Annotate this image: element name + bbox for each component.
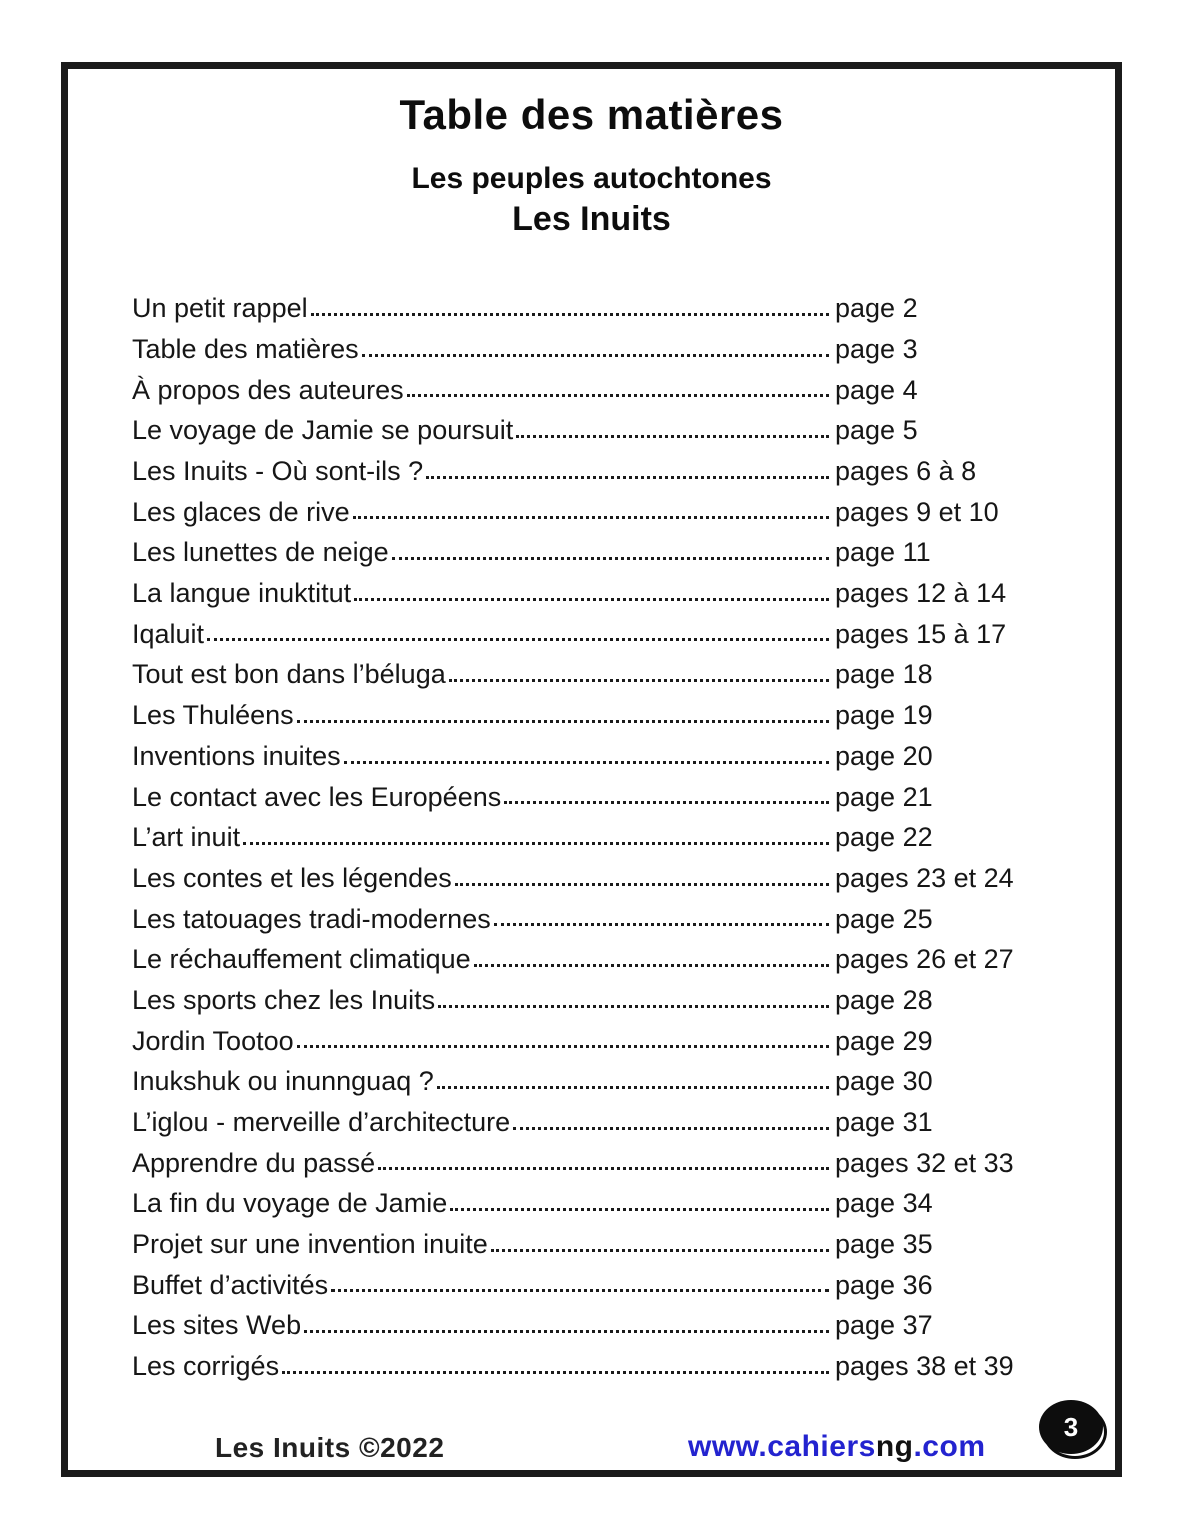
dot-leader: [504, 801, 829, 804]
dot-leader: [516, 435, 829, 438]
toc-entry: [132, 1341, 1035, 1382]
page-subtitle-topic: Les Inuits: [512, 199, 671, 238]
toc-entry-page: pages 15 à 17: [835, 618, 1007, 649]
dot-leader: [297, 1045, 829, 1048]
toc-entry: [132, 1300, 1035, 1341]
toc-entry-page: pages 32 et 33: [835, 1147, 1014, 1178]
toc-entry-title: Apprendre du passé: [132, 1147, 376, 1178]
toc-entry: [132, 812, 1035, 853]
page-content: [68, 69, 1115, 1470]
toc-entry-page: pages 38 et 39: [835, 1351, 1014, 1382]
dot-leader: [207, 638, 829, 641]
dot-leader: [438, 1005, 829, 1008]
dot-leader: [437, 1086, 829, 1089]
toc-entry-title: Les tatouages tradi-modernes: [132, 903, 491, 934]
toc-entry-title: Les corrigés: [132, 1351, 280, 1382]
toc-entry-title: Un petit rappel: [132, 293, 308, 324]
dot-leader: [426, 476, 829, 479]
toc-entry: [132, 568, 1035, 609]
toc-entry: [132, 1016, 1035, 1057]
toc-entry-title: La fin du voyage de Jamie: [132, 1188, 448, 1219]
page-number: 3: [1039, 1400, 1103, 1454]
toc-entry-page: pages 23 et 24: [835, 862, 1014, 893]
toc-entry: [132, 1260, 1035, 1301]
toc-entry: [132, 405, 1035, 446]
toc-entry: [132, 690, 1035, 731]
toc-entry-page: page 37: [835, 1310, 933, 1341]
toc-entry-title: Les sites Web: [132, 1310, 302, 1341]
toc-entry-page: page 29: [835, 1025, 933, 1056]
toc-entry-page: page 21: [835, 781, 933, 812]
toc-entry: [132, 527, 1035, 568]
page-number-badge: [1039, 1400, 1107, 1458]
toc-entry-title: Le réchauffement climatique: [132, 944, 471, 975]
dot-leader: [407, 394, 829, 397]
toc-entry-page: page 20: [835, 740, 933, 771]
dot-leader: [494, 923, 829, 926]
toc-entry-page: page 19: [835, 700, 933, 731]
dot-leader: [304, 1330, 829, 1333]
toc-entry-page: page 3: [835, 333, 918, 364]
page-border-frame: [61, 62, 1122, 1477]
toc-entry-page: page 5: [835, 415, 918, 446]
dot-leader: [311, 313, 829, 316]
toc-entry-page: page 22: [835, 822, 933, 853]
toc-entry-title: Buffet d’activités: [132, 1269, 329, 1300]
toc-entry-page: pages 6 à 8: [835, 456, 977, 487]
toc-entry: [132, 487, 1035, 528]
footer-url-segment: ng: [875, 1430, 914, 1463]
toc-entry-title: Tout est bon dans l’béluga: [132, 659, 446, 690]
toc-entry-title: À propos des auteures: [132, 374, 404, 405]
toc-entry-title: Les lunettes de neige: [132, 537, 389, 568]
toc-entry-title: Les Inuits - Où sont-ils ?: [132, 456, 424, 487]
toc-entry-page: page 31: [835, 1107, 933, 1138]
toc-entry-title: Les sports chez les Inuits: [132, 984, 436, 1015]
toc-entry-title: Inventions inuites: [132, 740, 341, 771]
toc-entry: [132, 853, 1035, 894]
dot-leader: [282, 1371, 829, 1374]
dot-leader: [392, 557, 829, 560]
toc-entry-title: L’art inuit: [132, 822, 241, 853]
toc-entry-page: pages 12 à 14: [835, 578, 1007, 609]
toc-entry: [132, 446, 1035, 487]
toc-entry: [132, 772, 1035, 813]
dot-leader: [449, 679, 829, 682]
toc-entry-title: Le contact avec les Européens: [132, 781, 502, 812]
footer-url-segment: .com: [913, 1430, 986, 1463]
toc-entry: [132, 324, 1035, 365]
toc-entry: [132, 365, 1035, 406]
toc-entry-title: L’iglou - merveille d’architecture: [132, 1107, 511, 1138]
toc-entry-title: Le voyage de Jamie se poursuit: [132, 415, 514, 446]
toc-entry-page: page 35: [835, 1229, 933, 1260]
footer-copyright: Les Inuits ©2022: [215, 1432, 445, 1463]
toc-entry-title: Les contes et les légendes: [132, 862, 452, 893]
toc-entry-page: page 34: [835, 1188, 933, 1219]
toc-entry: [132, 1097, 1035, 1138]
toc-entry-title: Les glaces de rive: [132, 496, 350, 527]
page-title: Table des matières: [399, 91, 784, 138]
dot-leader: [474, 964, 829, 967]
toc-entry: [132, 609, 1035, 650]
toc-entry-page: pages 9 et 10: [835, 496, 999, 527]
toc-entry: [132, 1138, 1035, 1179]
dot-leader: [378, 1167, 829, 1170]
toc-entry-title: Inukshuk ou inunnguaq ?: [132, 1066, 434, 1097]
toc-entry: [132, 975, 1035, 1016]
table-of-contents: [68, 283, 1115, 1382]
dot-leader: [491, 1249, 829, 1252]
toc-entry: [132, 1056, 1035, 1097]
dot-leader: [297, 720, 829, 723]
page-subtitle: Les peuples autochtones: [411, 162, 772, 196]
toc-entry: [132, 1178, 1035, 1219]
toc-entry-page: page 25: [835, 903, 933, 934]
toc-entry-page: page 11: [835, 537, 931, 568]
toc-entry: [132, 934, 1035, 975]
dot-leader: [331, 1289, 829, 1292]
toc-entry-title: Jordin Tootoo: [132, 1025, 294, 1056]
toc-entry: [132, 1219, 1035, 1260]
toc-entry-page: page 36: [835, 1269, 933, 1300]
toc-entry-title: Table des matières: [132, 333, 359, 364]
dot-leader: [243, 842, 829, 845]
toc-entry-page: pages 26 et 27: [835, 944, 1014, 975]
toc-entry: [132, 283, 1035, 324]
title-block: [68, 69, 1115, 237]
toc-entry: [132, 649, 1035, 690]
footer-website-url: [688, 1430, 986, 1464]
dot-leader: [353, 516, 829, 519]
toc-entry-page: page 18: [835, 659, 933, 690]
toc-entry-title: La langue inuktitut: [132, 578, 352, 609]
toc-entry-title: Iqaluit: [132, 618, 205, 649]
toc-entry: [132, 731, 1035, 772]
dot-leader: [354, 598, 829, 601]
dot-leader: [344, 761, 829, 764]
toc-entry-page: page 28: [835, 984, 933, 1015]
dot-leader: [362, 354, 829, 357]
toc-entry-page: page 2: [835, 293, 918, 324]
page-footer: [68, 1411, 1115, 1466]
dot-leader: [455, 883, 829, 886]
toc-entry-title: Les Thuléens: [132, 700, 294, 731]
footer-url-segment: www.cahiers: [688, 1430, 876, 1463]
toc-entry-page: page 30: [835, 1066, 933, 1097]
toc-entry-title: Projet sur une invention inuite: [132, 1229, 488, 1260]
toc-entry: [132, 894, 1035, 935]
toc-entry-page: page 4: [835, 374, 918, 405]
dot-leader: [513, 1127, 829, 1130]
dot-leader: [450, 1208, 829, 1211]
